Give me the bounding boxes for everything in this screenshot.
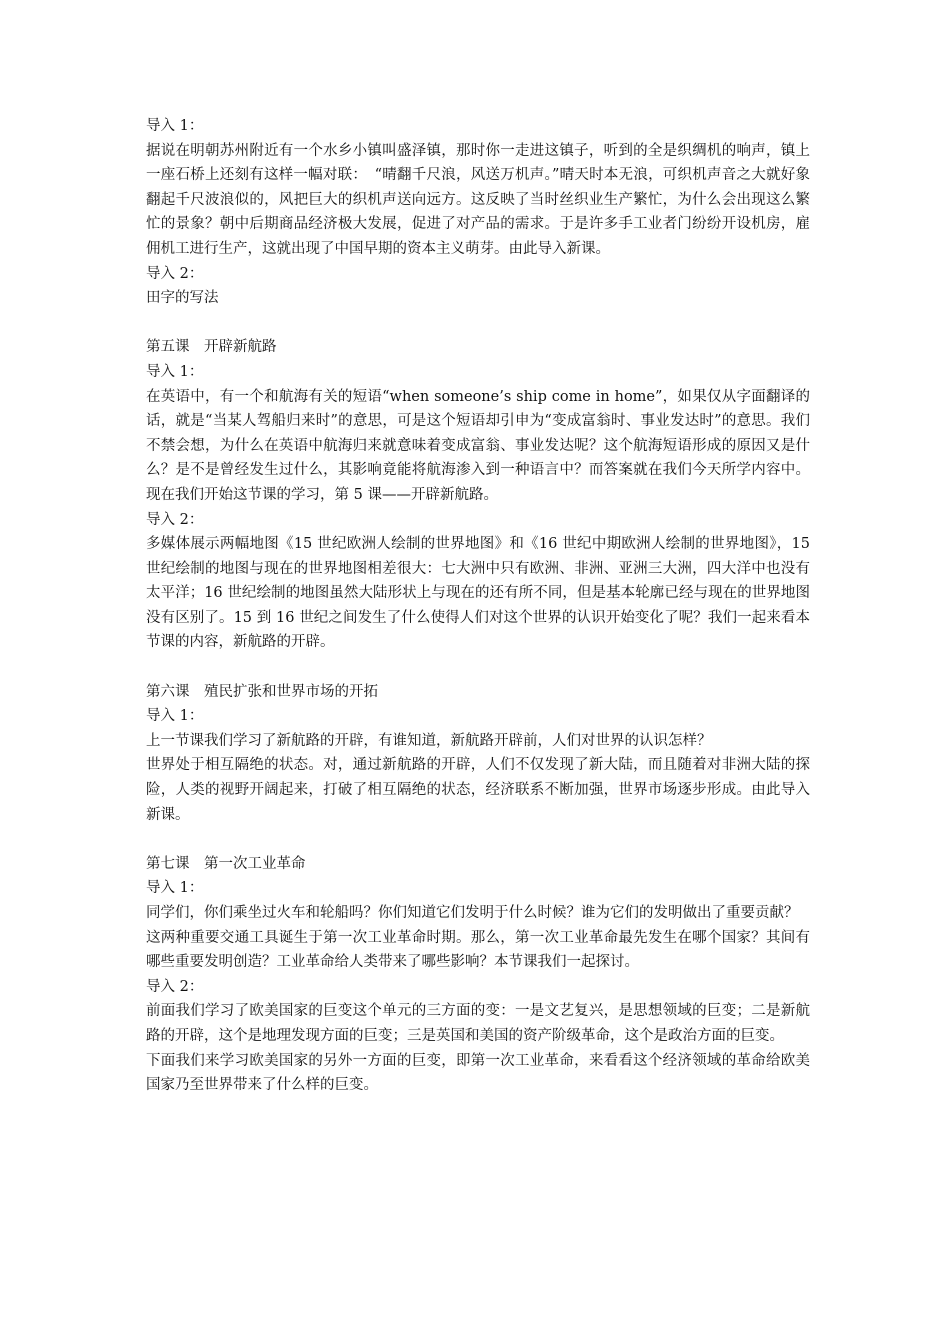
paragraph: 导入 1： (146, 118, 204, 134)
paragraph: 田字的写法 (146, 290, 219, 307)
paragraph: 世界处于相互隔绝的状态。对，通过新航路的开辟，人们不仅发现了新大陆，而且随着对非洲大陆的探险，人类的视野开阔起来，打破了相互隔绝的状态，经济联系不断加强，世界市场逐步形成。由此导入新课。 (146, 757, 810, 823)
paragraph: 导入 2： (146, 511, 204, 528)
paragraph: 导入 1： (146, 880, 204, 897)
paragraph: 在英语中，有一个和航海有关的短语“when someone’s ship come in home”，如果仅从字面翻译的话，就是“当某人驾船归来时”的意思，可是这个短语却引申为“变成富翁时、事业发达时”的意思。我们不禁会想，为什么在英语中航海归来就意味着变成富翁、事业发达呢？这个航海短语形成的原因又是什么？是不是曾经发生过什么，其影响竟能将航海渗入到一种语言中？而答案就在我们今天所学内容中。现在我们开始这节课的学习，第 5 课——开辟新航路。 (146, 388, 810, 503)
paragraph: 导入 1： (146, 363, 204, 380)
paragraph: 第七课 第一次工业革命 (146, 855, 306, 872)
paragraph: 这两种重要交通工具诞生于第一次工业革命时期。那么，第一次工业革命最先发生在哪个国家？其间有哪些重要发明创造？工业革命给人类带来了哪些影响？本节课我们一起探讨。 (146, 929, 810, 971)
paragraph: 第六课 殖民扩张和世界市场的开拓 (146, 683, 378, 700)
paragraph: 导入 1： (146, 708, 204, 725)
paragraph: 导入 2： (146, 978, 204, 995)
paragraph: 据说在明朝苏州附近有一个水乡小镇叫盛泽镇，那时你一走进这镇子，听到的全是织绸机的响声，镇上一座石桥上还刻有这样一幅对联： “晴翻千尺浪，风送万机声。”晴天时本无浪，可织机声音之大就好象翻起千尺波浪似的，风把巨大的织机声送向远方。这反映了当时丝织业生产繁忙，为什么会出现这么繁忙的景象？朝中后期商品经济极大发展，促进了对产品的需求。于是许多手工业者门纷纷开设机房，雇佣机工进行生产，这就出现了中国早期的资本主义萌芽。由此导入新课。 (146, 142, 810, 257)
paragraph-gap (146, 311, 810, 336)
paragraph-gap (146, 655, 810, 680)
paragraph: 下面我们来学习欧美国家的另外一方面的巨变，即第一次工业革命，来看看这个经济领域的革命给欧美国家乃至世界带来了什么样的巨变。 (146, 1052, 810, 1094)
paragraph: 同学们，你们乘坐过火车和轮船吗？你们知道它们发明于什么时候？谁为它们的发明做出了重要贡献？ (146, 905, 799, 921)
paragraph-gap (146, 827, 810, 852)
paragraph: 多媒体展示两幅地图《15 世纪欧洲人绘制的世界地图》和《16 世纪中期欧洲人绘制的世界地图》，15 世纪绘制的地图与现在的世界地图相差很大：七大洲中只有欧洲、非洲、亚洲三大洲，四大洋中也没有太平洋；16 世纪绘制的地图虽然大陆形状上与现在的还有所不同，但是基本轮廓已经与现在的世界地图没有区别了。15 到 16 世纪之间发生了什么使得人们对这个世界的认识开始变化了呢？我们一起来看本节课的内容，新航路的开辟。 (146, 536, 825, 651)
paragraph: 导入 2： (146, 265, 204, 282)
paragraph: 前面我们学习了欧美国家的巨变这个单元的三方面的变：一是文艺复兴，是思想领域的巨变；二是新航路的开辟，这个是地理发现方面的巨变；三是英国和美国的资产阶级革命，这个是政治方面的巨变。 (146, 1003, 810, 1044)
paragraph: 上一节课我们学习了新航路的开辟，有谁知道，新航路开辟前，人们对世界的认识怎样？ (146, 732, 712, 749)
document-body (146, 114, 825, 1098)
paragraph: 第五课 开辟新航路 (146, 339, 277, 356)
